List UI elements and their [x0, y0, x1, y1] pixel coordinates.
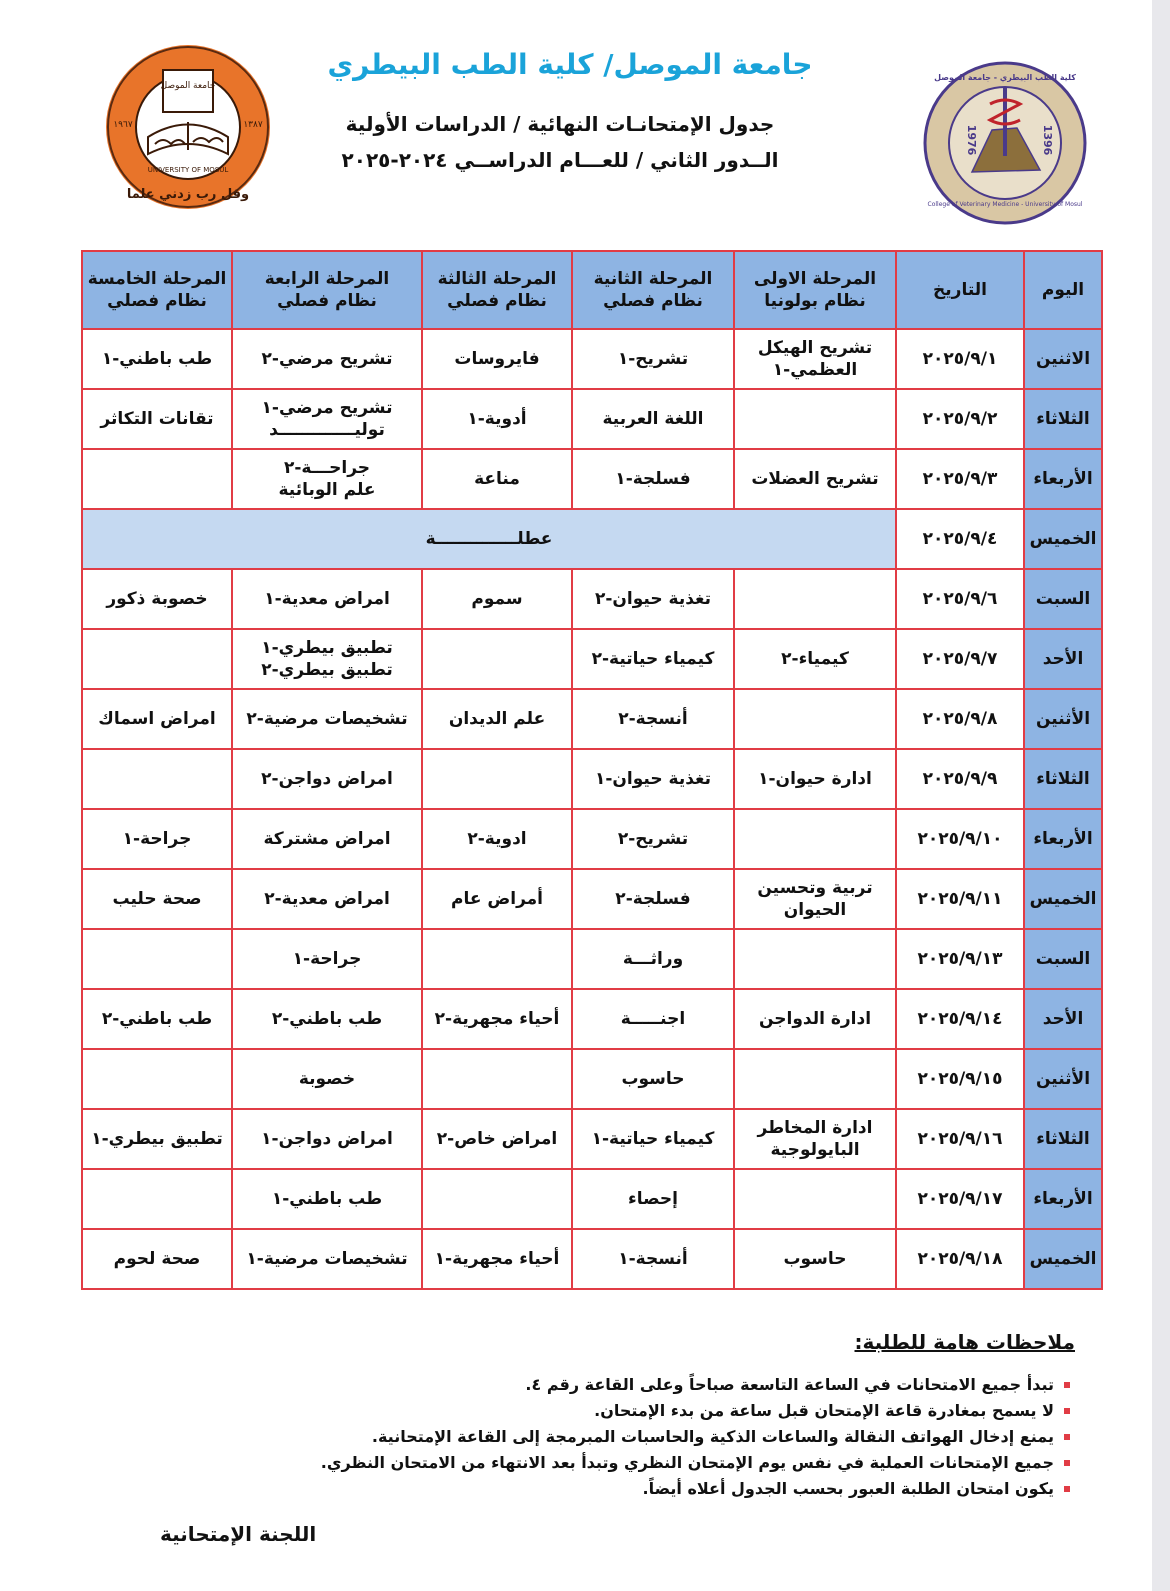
stage5-cell — [82, 1109, 232, 1169]
stage4-cell — [232, 749, 422, 809]
stage1-cell — [734, 809, 896, 869]
document-header — [0, 0, 1150, 240]
date-cell: ٢٠٢٥/٩/١٦ — [896, 1109, 1024, 1169]
table-row — [82, 1049, 1102, 1109]
stage3-cell — [422, 749, 572, 809]
note-item — [80, 1372, 1070, 1398]
stage4-cell — [232, 1169, 422, 1229]
subject-line: اللغة العربية — [602, 408, 704, 429]
subject-line: اجنـــــة — [620, 1008, 686, 1029]
table-row — [82, 749, 1102, 809]
table-row — [82, 1109, 1102, 1169]
date-cell: ٢٠٢٥/٩/١٤ — [896, 989, 1024, 1049]
header-stage3-line2: نظام فصلي — [447, 291, 547, 311]
note-item — [80, 1476, 1070, 1502]
subject-line: امراض اسماك — [98, 708, 216, 729]
table-row — [82, 689, 1102, 749]
page-edge — [1152, 0, 1170, 1591]
subject-line: مناعة — [474, 468, 520, 489]
subject-line: علم الوبائية — [278, 480, 376, 500]
stage2-cell — [572, 389, 734, 449]
subject-line: تطبيق بيطري-١ — [91, 1128, 223, 1149]
subject-line: تشريح مرضي-١ — [261, 397, 393, 418]
subject-line: العظمي-١ — [772, 360, 858, 380]
stage3-cell — [422, 569, 572, 629]
day-cell: الأثنين — [1024, 1049, 1102, 1109]
logo-right-arabic: كلية الطب البيطري - جامعة الموصل — [934, 73, 1076, 82]
subject-line: تطبيق بيطري-٢ — [261, 660, 393, 680]
logo-right-year-b: 1396 — [1041, 124, 1054, 156]
table-row — [82, 569, 1102, 629]
schedule-title: جدول الإمتحانـات النهائية / الدراسات الأولية — [345, 112, 775, 136]
subject-line: امراض دواجن-١ — [261, 1128, 393, 1149]
subject-line: أنسجة-٢ — [618, 708, 688, 729]
header-stage5-line2: نظام فصلي — [107, 291, 207, 311]
logo-right-english: College of Veterinary Medicine - University of Mosul — [927, 201, 1083, 208]
note-text: يكون امتحان الطلبة العبور بحسب الجدول أعلاه أيضاً. — [642, 1479, 1054, 1498]
stage3-cell — [422, 449, 572, 509]
subject-line: طب باطني-١ — [101, 348, 213, 369]
subject-line: أنسجة-١ — [618, 1248, 688, 1269]
table-row — [82, 809, 1102, 869]
subject-line: ادارة حيوان-١ — [758, 768, 872, 789]
header-stage5 — [82, 251, 232, 329]
day-cell: الثلاثاء — [1024, 749, 1102, 809]
stage2-cell — [572, 929, 734, 989]
subject-line: تشريح-١ — [617, 348, 689, 369]
day-cell: الاثنين — [1024, 329, 1102, 389]
date-cell: ٢٠٢٥/٩/١٥ — [896, 1049, 1024, 1109]
stage2-cell — [572, 869, 734, 929]
stage4-cell — [232, 689, 422, 749]
stage4-cell — [232, 1109, 422, 1169]
stage5-cell — [82, 1049, 232, 1109]
day-cell: السبت — [1024, 929, 1102, 989]
header-day: اليوم — [1024, 251, 1102, 329]
logo-left-name: جامعة الموصل — [160, 81, 216, 91]
subject-line: أمراض عام — [451, 888, 543, 909]
stage2-cell — [572, 329, 734, 389]
subject-line: توليـــــــــــــد — [269, 420, 385, 440]
bullet-icon — [1064, 1460, 1070, 1466]
date-cell: ٢٠٢٥/٩/٩ — [896, 749, 1024, 809]
subject-line: إحصاء — [628, 1188, 678, 1209]
stage4-cell — [232, 989, 422, 1049]
day-cell: الأثنين — [1024, 689, 1102, 749]
date-cell: ٢٠٢٥/٩/١١ — [896, 869, 1024, 929]
table-row — [82, 929, 1102, 989]
stage2-cell — [572, 1049, 734, 1109]
logo-left-motto: وقل رب زدني علما — [126, 187, 250, 202]
stage2-cell — [572, 809, 734, 869]
note-text: يمنع إدخال الهواتف النقالة والساعات الذكية والحاسبات المبرمجة إلى القاعة الإمتحانية. — [371, 1427, 1054, 1446]
header-stage4-line2: نظام فصلي — [277, 291, 377, 311]
subject-line: وراثـــة — [622, 948, 684, 969]
stage2-cell — [572, 449, 734, 509]
stage5-cell — [82, 989, 232, 1049]
stage4-cell — [232, 329, 422, 389]
stage2-cell — [572, 689, 734, 749]
stage2-cell — [572, 569, 734, 629]
date-cell: ٢٠٢٥/٩/٤ — [896, 509, 1024, 569]
subject-line: خصوبة ذكور — [106, 588, 208, 609]
stage3-cell — [422, 1049, 572, 1109]
header-stage1 — [734, 251, 896, 329]
subject-line: طب باطني-٢ — [271, 1008, 383, 1029]
stage3-cell — [422, 1229, 572, 1289]
bullet-icon — [1064, 1434, 1070, 1440]
stage5-cell — [82, 749, 232, 809]
stage5-cell — [82, 869, 232, 929]
subject-line: صحة حليب — [112, 888, 202, 909]
table-row — [82, 329, 1102, 389]
subject-line: جراحة-١ — [122, 828, 192, 849]
stage5-cell — [82, 1169, 232, 1229]
date-cell: ٢٠٢٥/٩/١٠ — [896, 809, 1024, 869]
note-item — [80, 1398, 1070, 1424]
subject-line: تطبيق بيطري-١ — [261, 637, 393, 658]
holiday-cell: عطلــــــــــــــة — [82, 509, 896, 569]
term-title: الــدور الثاني / للعـــام الدراســي ٢٠٢٤-٢٠٢٥ — [341, 148, 779, 172]
subject-line: تقانات التكاثر — [100, 408, 214, 429]
header-stage2 — [572, 251, 734, 329]
day-cell: السبت — [1024, 569, 1102, 629]
date-cell: ٢٠٢٥/٩/١٧ — [896, 1169, 1024, 1229]
note-text: تبدأ جميع الامتحانات في الساعة التاسعة صباحاً وعلى القاعة رقم ٤. — [525, 1375, 1054, 1394]
table-row — [82, 509, 1102, 569]
stage2-cell — [572, 1109, 734, 1169]
table-row — [82, 1229, 1102, 1289]
university-title: جامعة الموصل/ كلية الطب البيطري — [327, 48, 813, 81]
stage1-cell — [734, 869, 896, 929]
stage5-cell — [82, 569, 232, 629]
notes-list — [80, 1372, 1090, 1502]
stage3-cell — [422, 329, 572, 389]
subject-line: حاسوب — [783, 1248, 847, 1269]
subject-line: تربية وتحسين الحيوان — [757, 877, 873, 920]
note-item — [80, 1424, 1070, 1450]
stage3-cell — [422, 689, 572, 749]
stage1-cell — [734, 1229, 896, 1289]
stage2-cell — [572, 1229, 734, 1289]
stage3-cell — [422, 629, 572, 689]
subject-line: أحياء مجهرية-٢ — [434, 1008, 560, 1029]
stage3-cell — [422, 1169, 572, 1229]
subject-line: فسلجة-١ — [615, 468, 691, 489]
header-stage2-line2: نظام فصلي — [603, 291, 703, 311]
stage2-cell — [572, 629, 734, 689]
day-cell: الثلاثاء — [1024, 389, 1102, 449]
stage1-cell — [734, 1049, 896, 1109]
day-cell: الخميس — [1024, 869, 1102, 929]
date-cell: ٢٠٢٥/٩/١٨ — [896, 1229, 1024, 1289]
bullet-icon — [1064, 1408, 1070, 1414]
logo-right-year-a: 1976 — [965, 124, 978, 156]
stage4-cell — [232, 869, 422, 929]
stage2-cell — [572, 989, 734, 1049]
stage3-cell — [422, 389, 572, 449]
header-stage1-line2: نظام بولونيا — [764, 291, 866, 311]
exam-schedule-table — [81, 250, 1103, 1290]
subject-line: كيمياء حياتية-١ — [591, 1128, 715, 1149]
subject-line: طب باطني-١ — [271, 1188, 383, 1209]
bullet-icon — [1064, 1486, 1070, 1492]
subject-line: فسلجة-٢ — [615, 888, 691, 909]
subject-line: تغذية حيوان-١ — [594, 768, 712, 789]
day-cell: الأحد — [1024, 629, 1102, 689]
subject-line: حاسوب — [621, 1068, 685, 1089]
stage5-cell — [82, 329, 232, 389]
stage3-cell — [422, 809, 572, 869]
stage5-cell — [82, 389, 232, 449]
stage2-cell — [572, 749, 734, 809]
day-cell: الأربعاء — [1024, 1169, 1102, 1229]
subject-line: علم الديدان — [448, 708, 546, 729]
day-cell: الثلاثاء — [1024, 1109, 1102, 1169]
table-header-row — [82, 251, 1102, 329]
header-stage4 — [232, 251, 422, 329]
day-cell: الأربعاء — [1024, 809, 1102, 869]
bullet-icon — [1064, 1382, 1070, 1388]
logo-left-year-b: ١٩٦٧ — [113, 120, 133, 130]
stage4-cell — [232, 569, 422, 629]
subject-line: خصوبة — [298, 1068, 356, 1089]
subject-line: امراض مشتركة — [263, 828, 391, 849]
stage4-cell — [232, 929, 422, 989]
table-row — [82, 1169, 1102, 1229]
stage5-cell — [82, 629, 232, 689]
day-cell: الخميس — [1024, 1229, 1102, 1289]
stage1-cell — [734, 389, 896, 449]
header-date: التاريخ — [896, 251, 1024, 329]
logo-left-english: UNIVERSITY OF MOSUL — [147, 166, 229, 174]
table-row — [82, 389, 1102, 449]
table-row — [82, 629, 1102, 689]
subject-line: تغذية حيوان-٢ — [594, 588, 712, 609]
university-logo — [103, 42, 273, 212]
subject-line: ادوية-٢ — [467, 828, 527, 849]
subject-line: امراض خاص-٢ — [436, 1128, 558, 1149]
subject-line: امراض معدية-٢ — [264, 888, 390, 909]
note-item — [80, 1450, 1070, 1476]
stage4-cell — [232, 1049, 422, 1109]
stage2-cell — [572, 1169, 734, 1229]
stage5-cell — [82, 809, 232, 869]
subject-line: سموم — [471, 588, 523, 609]
stage1-cell — [734, 1109, 896, 1169]
stage3-cell — [422, 869, 572, 929]
subject-line: أدوية-١ — [467, 408, 527, 429]
date-cell: ٢٠٢٥/٩/٦ — [896, 569, 1024, 629]
table-row — [82, 869, 1102, 929]
stage1-cell — [734, 749, 896, 809]
header-stage4-line1: المرحلة الرابعة — [264, 268, 390, 289]
table-row — [82, 989, 1102, 1049]
stage4-cell — [232, 389, 422, 449]
day-cell: الأربعاء — [1024, 449, 1102, 509]
stage4-cell — [232, 1229, 422, 1289]
header-stage5-line1: المرحلة الخامسة — [87, 268, 227, 289]
date-cell: ٢٠٢٥/٩/٣ — [896, 449, 1024, 509]
committee-signature: اللجنة الإمتحانية — [160, 1522, 317, 1546]
date-cell: ٢٠٢٥/٩/١٣ — [896, 929, 1024, 989]
day-cell: الأحد — [1024, 989, 1102, 1049]
stage1-cell — [734, 449, 896, 509]
date-cell: ٢٠٢٥/٩/٢ — [896, 389, 1024, 449]
header-stage1-line1: المرحلة الاولى — [753, 268, 877, 289]
subject-line: أحياء مجهرية-١ — [434, 1248, 560, 1269]
date-cell: ٢٠٢٥/٩/٨ — [896, 689, 1024, 749]
subject-line: تشريح الهيكل — [757, 337, 873, 358]
subject-line: امراض دواجن-٢ — [261, 768, 393, 789]
subject-line: تشريح العضلات — [751, 468, 879, 489]
stage1-cell — [734, 1169, 896, 1229]
subject-line: جراحة-١ — [292, 948, 362, 969]
table-body — [82, 329, 1102, 1289]
college-logo — [922, 60, 1088, 226]
subject-line: جراحـــة-٢ — [283, 457, 371, 478]
stage3-cell — [422, 989, 572, 1049]
stage3-cell — [422, 929, 572, 989]
stage3-cell — [422, 1109, 572, 1169]
notes-title: ملاحظات هامة للطلبة: — [854, 1330, 1075, 1354]
subject-line: البايولوجية — [770, 1140, 860, 1160]
stage5-cell — [82, 689, 232, 749]
stage4-cell — [232, 809, 422, 869]
logo-left-year-a: ١٣٨٧ — [243, 120, 263, 130]
notes-section — [80, 1330, 1090, 1502]
subject-line: تشريح مرضي-٢ — [261, 348, 393, 369]
subject-line: طب باطني-٢ — [101, 1008, 213, 1029]
subject-line: كيمياء-٢ — [781, 648, 849, 669]
subject-line: تشخيصات مرضية-١ — [246, 1248, 408, 1269]
header-stage3 — [422, 251, 572, 329]
stage5-cell — [82, 1229, 232, 1289]
note-text: لا يسمح بمغادرة قاعة الإمتحان قبل ساعة من بدء الإمتحان. — [594, 1401, 1054, 1420]
subject-line: تشخيصات مرضية-٢ — [246, 708, 408, 729]
stage1-cell — [734, 689, 896, 749]
stage4-cell — [232, 629, 422, 689]
stage1-cell — [734, 929, 896, 989]
day-cell: الخميس — [1024, 509, 1102, 569]
header-stage2-line1: المرحلة الثانية — [593, 268, 713, 289]
date-cell: ٢٠٢٥/٩/٧ — [896, 629, 1024, 689]
stage1-cell — [734, 329, 896, 389]
note-text: جميع الإمتحانات العملية في نفس يوم الإمتحان النظري وتبدأ بعد الانتهاء من الامتحان النظري. — [320, 1453, 1054, 1472]
stage4-cell — [232, 449, 422, 509]
subject-line: ادارة الدواجن — [758, 1008, 872, 1029]
subject-line: تشريح-٢ — [617, 828, 689, 849]
stage5-cell — [82, 929, 232, 989]
stage5-cell — [82, 449, 232, 509]
subject-line: امراض معدية-١ — [264, 588, 390, 609]
header-stage3-line1: المرحلة الثالثة — [437, 268, 557, 289]
stage1-cell — [734, 629, 896, 689]
stage1-cell — [734, 569, 896, 629]
table-row — [82, 449, 1102, 509]
subject-line: كيمياء حياتية-٢ — [591, 648, 715, 669]
stage1-cell — [734, 989, 896, 1049]
date-cell: ٢٠٢٥/٩/١ — [896, 329, 1024, 389]
subject-line: فايروسات — [454, 348, 540, 369]
subject-line: ادارة المخاطر — [757, 1117, 873, 1138]
subject-line: صحة لحوم — [113, 1248, 201, 1269]
